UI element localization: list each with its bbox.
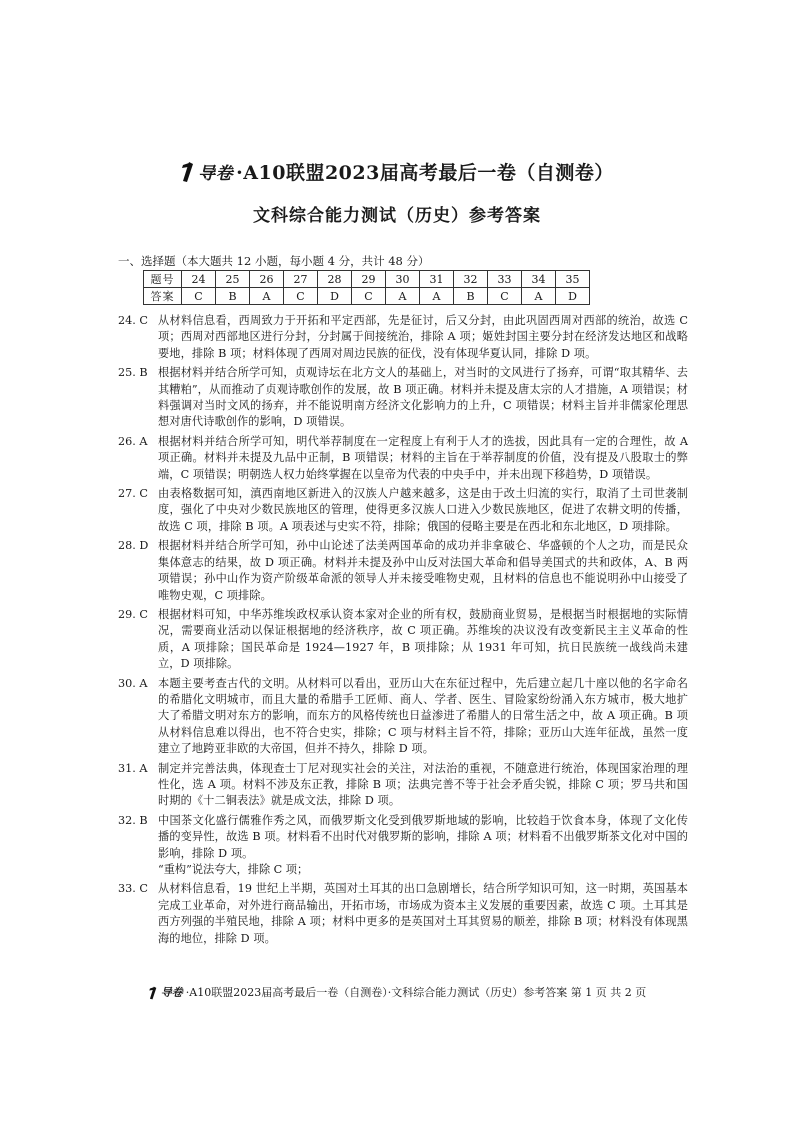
explanation-item (118, 313, 688, 362)
answer-cell: A (250, 288, 284, 305)
explanation-list (118, 313, 688, 950)
answer-cell: D (318, 288, 352, 305)
explanation-item (118, 676, 688, 758)
item-text: 中国茶文化盛行儒雅作秀之风，而俄罗斯文化受到俄罗斯地域的影响，比较趋于饮食本身，体现了文化传播的变异性，故选 B 项。材料看不出时代对俄罗斯的影响，排除 A 项；材料看不出俄罗斯茶文化对中国的影响，排除 D 项。 (158, 813, 688, 860)
explanation-item (118, 761, 688, 810)
explanation-item (118, 434, 688, 483)
question-number-cell: 28 (318, 271, 352, 288)
explanation-item (118, 538, 688, 604)
item-text: 制定并完善法典，体现查士丁尼对现实社会的关注，对法治的重视，不随意进行统治，体现国家治理的理性化，选 A 项。材料不涉及东正教，排除 B 项；法典完善不等于社会矛盾尖锐，排除 C 项；罗马共和国时期的《十二铜表法》就是成文法，排除 D 项。 (158, 761, 688, 808)
brand-logo-text: 导卷 (198, 164, 234, 184)
item-number: 33. C (118, 882, 148, 896)
item-text: 根据材料并结合所学可知，贞观诗坛在北方文人的基础上，对当时的文风进行了扬弃，可谓“取其精华、去其糟粕”，从而推动了贞观诗歌创作的发展，故 B 项正确。材料并未提及唐太宗的人才措施，A 项错误；材料强调对当时文风的扬弃，并不能说明南方经济文化影响力的上升，C 项错误；材料主旨并非儒家伦理思想对唐代诗歌创作的影响，D 项错误。 (158, 366, 688, 429)
explanation-item (118, 813, 688, 862)
document-subtitle: 文科综合能力测试（历史）参考答案 (253, 206, 541, 226)
row-label-answer: 答案 (144, 288, 182, 305)
answer-cell: A (386, 288, 420, 305)
row-label-number: 题号 (144, 271, 182, 288)
question-number-cell: 31 (420, 271, 454, 288)
footer-text: ·A10联盟2023届高考最后一卷（自测卷）·文科综合能力测试（历史）参考答案 第 1 页 共 2 页 (185, 986, 647, 999)
answer-cell: A (420, 288, 454, 305)
item-text: 从材料信息看，19 世纪上半期，英国对土耳其的出口急剧增长，结合所学知识可知，这一时期，英国基本完成工业革命，对外进行商品输出，开拓市场，市场成为资本主义发展的重要因素，故选 C 项。土耳其是西方列强的半殖民地，排除 A 项；材料中更多的是英国对土耳其贸易的顺差，排除 B 项；材料没有体现黑海的地位，排除 D 项。 (158, 882, 688, 945)
answer-row (144, 288, 590, 305)
item-text: 根据材料可知，中华苏维埃政权承认资本家对企业的所有权，鼓励商业贸易，是根据当时根据地的实际情况，需要商业活动以保证根据地的经济秩序，故 C 项正确。苏维埃的决议没有改变新民主主义革命的性质，A 项排除；国民革命是 1924—1927 年，B 项排除；从 1931 年可知，抗日民族统一战线尚未建立，D 项排除。 (158, 607, 688, 671)
question-number-cell: 29 (352, 271, 386, 288)
answer-cell: C (182, 288, 216, 305)
answer-cell: C (488, 288, 522, 305)
answer-cell: D (556, 288, 590, 305)
question-number-row (144, 271, 590, 288)
item-number: 28. D (118, 539, 149, 553)
question-number-cell: 26 (250, 271, 284, 288)
answer-cell: A (522, 288, 556, 305)
item-number: 27. C (118, 487, 148, 501)
question-number-cell: 27 (284, 271, 318, 288)
explanation-item (118, 607, 688, 673)
item-number: 25. B (118, 366, 148, 380)
question-number-cell: 30 (386, 271, 420, 288)
page-footer (0, 984, 794, 1003)
title-text: ·A10联盟2023届高考最后一卷（自测卷） (236, 162, 614, 184)
item-text: 从材料信息看，西周致力于开拓和平定西部，先是征讨，后又分封，由此巩固西周对西部的统治，故选 C 项；西周对西部地区进行分封，分封属于间接统治，排除 A 项；姬姓封国主要分封在经济发达地区和战略要地，排除 B 项；材料体现了西周对周边民族的征伐，没有体现华夏认同，排除 D 项。 (158, 314, 688, 360)
question-number-cell: 24 (182, 271, 216, 288)
item-text: 根据材料并结合所学可知，明代举荐制度在一定程度上有利于人才的选拔，因此具有一定的合理性，故 A 项正确。材料并未提及九品中正制，B 项错误；材料的主旨在于举荐制度的价值，没有提及八股取士的弊端，C 项错误；明朝选人权力始终掌握在以皇帝为代表的中央手中，并未出现下移趋势，D 项错误。 (158, 434, 688, 481)
item-number: 32. B (118, 813, 148, 827)
item-text: 根据材料并结合所学可知，孙中山论述了法美两国革命的成功并非拿破仑、华盛顿的个人之功，而是民众集体意志的结果，故 D 项正确。材料并未提及孙中山反对法国大革命和倡导美国式的共和政体，A、B 两项错误；孙中山作为资产阶级革命派的领导人并未接受唯物史观，且材料的信息也不能说明孙中山接受了唯物史观，C 项排除。 (158, 539, 688, 602)
explanation-item (118, 486, 688, 535)
item-number: 29. C (118, 607, 148, 621)
item-number: 26. A (118, 434, 148, 448)
footer-logo-text: 导卷 (160, 986, 183, 999)
answer-cell: B (216, 288, 250, 305)
question-number-cell: 34 (522, 271, 556, 288)
question-number-cell: 25 (216, 271, 250, 288)
explanation-item (118, 365, 688, 431)
question-number-cell: 33 (488, 271, 522, 288)
question-number-cell: 35 (556, 271, 590, 288)
answer-cell: C (284, 288, 318, 305)
answer-cell: B (454, 288, 488, 305)
explanation-item (118, 881, 688, 947)
question-number-cell: 32 (454, 271, 488, 288)
document-title (0, 158, 794, 188)
explanation-extra-line: “重构”说法夸大，排除 C 项； (158, 863, 309, 876)
item-number: 24. C (118, 314, 148, 327)
footer-logo-icon (148, 986, 157, 1003)
answer-table (143, 270, 590, 305)
answer-cell: C (352, 288, 386, 305)
brand-logo-icon (180, 161, 194, 188)
item-text: 由表格数据可知，滇西南地区新进入的汉族人户越来越多，这是由于改土归流的实行，取消了土司世袭制度，强化了中央对少数民族地区的管理，使得更多汉族人口进入少数民族地区，促进了农耕文明的传播，故选 C 项，排除 B 项。A 项表述与史实不符，排除；俄国的侵略主要是在西北和东北地区，D 项排除。 (158, 487, 688, 533)
item-number: 31. A (118, 761, 148, 775)
item-number: 30. A (118, 676, 148, 690)
section-heading: 一、选择题（本大题共 12 小题，每小题 4 分，共计 48 分） (118, 254, 430, 268)
item-text: 本题主要考查古代的文明。从材料可以看出，亚历山大在东征过程中，先后建立起几十座以他的名字命名的希腊化文明城市，而且大量的希腊手工匠师、商人、学者、医生、冒险家纷纷涌入东方城市，极大地扩大了希腊文明对东方的影响，而东方的风格传统也日益渗进了希腊人的日常生活之中，故 A 项正确。B 项从材料信息难以得出，也不符合史实，排除；C 项与材料主旨不符，排除；亚历山大连年征战，虽然一度建立了地跨亚非欧的大帝国，但并不持久，排除 D 项。 (158, 676, 688, 756)
